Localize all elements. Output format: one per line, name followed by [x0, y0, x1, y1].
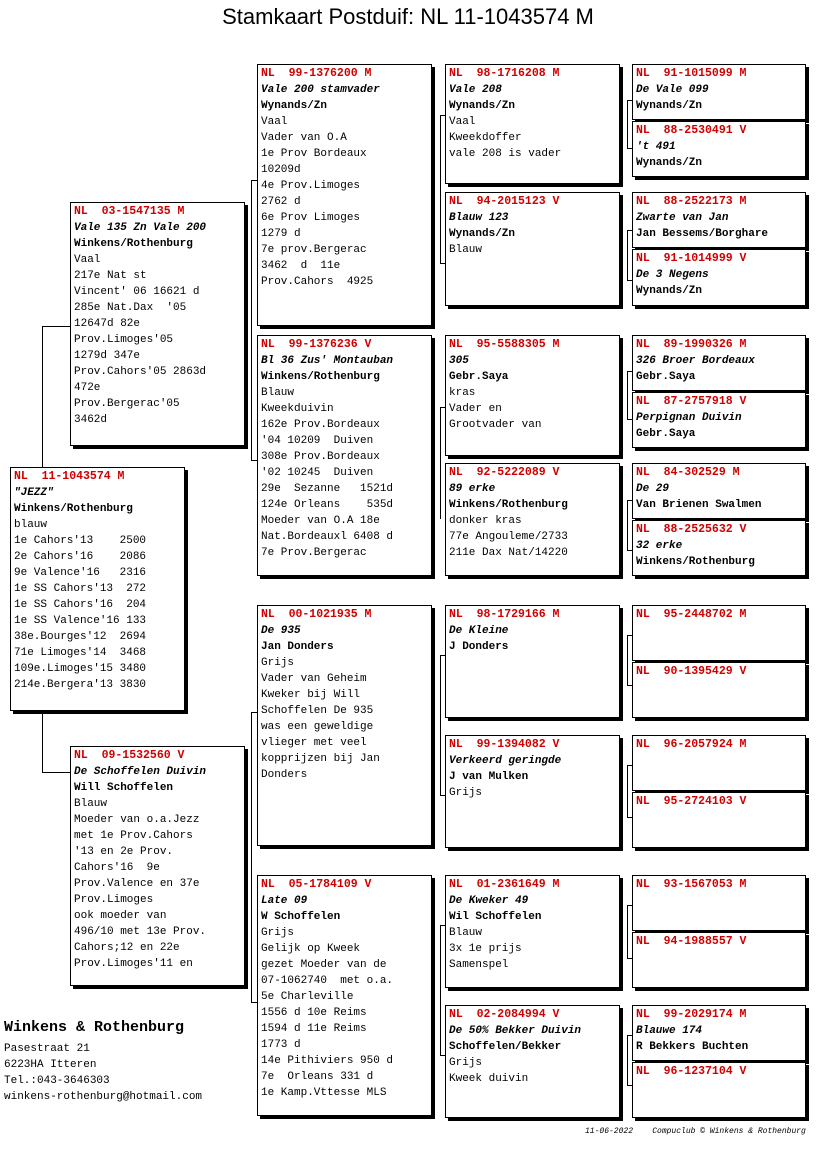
pigeon-info-line: 71e Limoges'14 3468	[14, 647, 147, 659]
pigeon-name: 32 erke	[636, 540, 683, 552]
pigeon-info-line: 1556 d 10e Reims	[261, 1007, 367, 1019]
pigeon-info-line: Kweekdoffer	[449, 132, 522, 144]
pigeon-info-line: 472e	[74, 382, 101, 394]
pigeon-info-line: 285e Nat.Dax '05	[74, 302, 187, 314]
pigeon-name: De Schoffelen Duivin	[74, 766, 207, 778]
pigeon-card-ssss[interactable]	[632, 64, 806, 120]
pigeon-info-line: 12647d 82e	[74, 318, 141, 330]
pigeon-info-line: 109e.Limoges'15 3480	[14, 663, 147, 675]
ring-number: NL 96-1237104 V	[636, 1065, 747, 1078]
connector-line	[42, 772, 70, 773]
breeder-phone: Tel.:043-3646303	[4, 1075, 110, 1087]
pigeon-info-line: 1279d 347e	[74, 350, 141, 362]
connector-line	[251, 326, 252, 460]
pigeon-owner: Wynands/Zn	[636, 157, 703, 169]
connector-line	[251, 862, 252, 1002]
pigeon-name: 326 Broer Bordeaux	[636, 355, 755, 367]
pigeon-card-sire[interactable]	[70, 202, 245, 446]
footer-credit: Compuclub © Winkens & Rothenburg	[652, 1127, 806, 1136]
pigeon-card-ds[interactable]	[257, 605, 432, 846]
pigeon-info-line: Grijs	[449, 1057, 483, 1069]
connector-line	[440, 925, 441, 1055]
pigeon-info-line: 07-1062740 met o.a.	[261, 975, 394, 987]
pigeon-card-ddd[interactable]	[445, 1005, 620, 1118]
pigeon-card-dsds[interactable]	[632, 735, 806, 791]
pigeon-info-line: Moeder van o.a.Jezz	[74, 814, 200, 826]
pigeon-info-line: 7e prov.Bergerac	[261, 244, 367, 256]
pigeon-card-dsdd[interactable]	[632, 792, 806, 848]
connector-line	[627, 500, 628, 550]
pigeon-info-line: 10209d	[261, 164, 301, 176]
ring-number: NL 02-2084994 V	[449, 1008, 560, 1021]
pigeon-info-line: Vincent' 06 16621 d	[74, 286, 200, 298]
pigeon-name: De 935	[261, 625, 301, 637]
pigeon-card-ddds[interactable]	[632, 1005, 806, 1061]
connector-line	[42, 326, 70, 327]
pigeon-card-sdss[interactable]	[632, 335, 806, 391]
pigeon-card-ddsd[interactable]	[632, 932, 806, 988]
pigeon-info-line: 29e Sezanne 1521d	[261, 483, 394, 495]
pigeon-info-line: 2e Cahors'16 2086	[14, 551, 147, 563]
pigeon-info-line: Vaal	[449, 116, 476, 128]
pigeon-owner: Winkens/Rothenburg	[14, 503, 133, 515]
connector-line	[251, 180, 252, 326]
pigeon-info-line: 1773 d	[261, 1039, 301, 1051]
ring-number: NL 98-1729166 M	[449, 608, 560, 621]
pigeon-info-line: 162e Prov.Bordeaux	[261, 419, 380, 431]
pigeon-card-ssdd[interactable]	[632, 249, 806, 306]
pigeon-name: 305	[449, 355, 469, 367]
pigeon-info-line: 124e Orleans 535d	[261, 499, 394, 511]
pigeon-info-line: 77e Angouleme/2733	[449, 531, 568, 543]
ring-number: NL 01-2361649 M	[449, 878, 560, 891]
pigeon-info-line: 6e Prov Limoges	[261, 212, 361, 224]
pigeon-info-line: 1594 d 11e Reims	[261, 1023, 367, 1035]
pigeon-info-line: 1e Kamp.Vttesse MLS	[261, 1087, 387, 1099]
pigeon-info-line: 1e SS Cahors'16 204	[14, 599, 147, 611]
pigeon-owner: Gebr.Saya	[636, 428, 696, 440]
pigeon-info-line: Prov.Limoges'11 en	[74, 958, 193, 970]
ring-number: NL 92-5222089 V	[449, 466, 560, 479]
pigeon-info-line: 3462d	[74, 414, 108, 426]
breeder-name: Winkens & Rothenburg	[4, 1019, 185, 1036]
connector-line	[627, 635, 628, 685]
pigeon-owner: Winkens/Rothenburg	[261, 371, 380, 383]
pigeon-owner: Wynands/Zn	[636, 285, 703, 297]
connector-line	[42, 712, 43, 772]
pigeon-owner: Winkens/Rothenburg	[74, 238, 193, 250]
ring-number: NL 99-1394082 V	[449, 738, 560, 751]
pigeon-owner: Winkens/Rothenburg	[449, 499, 568, 511]
pigeon-info-line: 2762 d	[261, 196, 301, 208]
pigeon-card-dsss[interactable]	[632, 605, 806, 661]
pigeon-info-line: Blauw	[74, 798, 108, 810]
ring-number: NL 05-1784109 V	[261, 878, 372, 891]
connector-line	[42, 326, 43, 468]
ring-number: NL 88-2525632 V	[636, 523, 747, 536]
pigeon-name: Verkeerd geringde	[449, 755, 562, 767]
pigeon-name: Blauw 123	[449, 212, 509, 224]
pigeon-info-line: Vader van Geheim	[261, 673, 367, 685]
pigeon-info-line: 9e Valence'16 2316	[14, 567, 147, 579]
pigeon-card-dam[interactable]	[70, 746, 245, 986]
ring-number: NL 99-1376236 V	[261, 338, 372, 351]
pigeon-info-line: Blauw	[449, 244, 483, 256]
connector-line	[440, 655, 441, 795]
pigeon-info-line: Vader en	[449, 403, 502, 415]
pigeon-card-sssd[interactable]	[632, 121, 806, 177]
pigeon-info-line: Blauw	[261, 387, 295, 399]
pigeon-card-dd[interactable]	[257, 875, 432, 1116]
ring-number: NL 88-2522173 M	[636, 195, 747, 208]
pigeon-owner: Wil Schoffelen	[449, 911, 542, 923]
pigeon-info-line: gezet Moeder van de	[261, 959, 387, 971]
pigeon-card-dsd[interactable]	[445, 735, 620, 848]
pigeon-info-line: kras	[449, 387, 476, 399]
pigeon-card-ddss[interactable]	[632, 875, 806, 931]
pigeon-info-line: Grijs	[261, 927, 295, 939]
ring-number: NL 99-1376200 M	[261, 67, 372, 80]
pigeon-info-line: Vaal	[261, 116, 288, 128]
pigeon-name: De Kweker 49	[449, 895, 529, 907]
ring-number: NL 89-1990326 M	[636, 338, 747, 351]
pigeon-name: De 29	[636, 483, 670, 495]
ring-number: NL 11-1043574 M	[14, 470, 125, 483]
pigeon-name: Vale 208	[449, 84, 502, 96]
pigeon-card-dss[interactable]	[445, 605, 620, 718]
pigeon-info-line: Prov.Limoges'05	[74, 334, 174, 346]
pigeon-info-line: kopprijzen bij Jan	[261, 753, 380, 765]
ring-number: NL 95-2724103 V	[636, 795, 747, 808]
ring-number: NL 95-5588305 M	[449, 338, 560, 351]
pigeon-info-line: '02 10245 Duiven	[261, 467, 374, 479]
pigeon-owner: J Donders	[449, 641, 509, 653]
pigeon-info-line: '13 en 2e Prov.	[74, 846, 174, 858]
pigeon-info-line: 38e.Bourges'12 2694	[14, 631, 147, 643]
pigeon-card-sdds[interactable]	[632, 463, 806, 519]
ring-number: NL 03-1547135 M	[74, 205, 185, 218]
pigeon-info-line: ook moeder van	[74, 910, 167, 922]
breeder-city: 6223HA Itteren	[4, 1059, 97, 1071]
pigeon-owner: Wynands/Zn	[449, 100, 516, 112]
pigeon-info-line: 1e SS Cahors'13 272	[14, 583, 147, 595]
ring-number: NL 96-2057924 M	[636, 738, 747, 751]
pigeon-name: De 3 Negens	[636, 269, 709, 281]
pigeon-owner: Will Schoffelen	[74, 782, 174, 794]
pigeon-owner: J van Mulken	[449, 771, 529, 783]
pigeon-info-line: was een geweldige	[261, 721, 374, 733]
connector-line	[440, 407, 441, 518]
pigeon-name: Vale 200 stamvader	[261, 84, 380, 96]
pigeon-owner: Van Brienen Swalmen	[636, 499, 762, 511]
pigeon-name: Vale 135 Zn Vale 200	[74, 222, 207, 234]
connector-line	[627, 100, 628, 148]
pigeon-info-line: 7e Orleans 331 d	[261, 1071, 374, 1083]
footer-date: 11-06-2022	[585, 1127, 634, 1136]
connector-line	[440, 115, 441, 263]
pigeon-info-line: 3462 d 11e	[261, 260, 341, 272]
pigeon-owner: Winkens/Rothenburg	[636, 556, 755, 568]
pigeon-info-line: Cahors'16 9e	[74, 862, 160, 874]
pigeon-info-line: 308e Prov.Bordeaux	[261, 451, 380, 463]
pigeon-owner: Schoffelen/Bekker	[449, 1041, 562, 1053]
pigeon-info-line: vale 208 is vader	[449, 148, 562, 160]
pigeon-owner: W Schoffelen	[261, 911, 341, 923]
pigeon-name: Zwarte van Jan	[636, 212, 729, 224]
pigeon-card-sdsd[interactable]	[632, 392, 806, 448]
ring-number: NL 84-302529 M	[636, 466, 740, 479]
connector-line	[251, 712, 252, 862]
pigeon-info-line: Prov.Bergerac'05	[74, 398, 180, 410]
pigeon-info-line: 1279 d	[261, 228, 301, 240]
ring-number: NL 91-1015099 M	[636, 67, 747, 80]
pigeon-owner: Jan Donders	[261, 641, 334, 653]
pigeon-info-line: 3x 1e prijs	[449, 943, 522, 955]
pigeon-info-line: Kweekduivin	[261, 403, 334, 415]
pigeon-info-line: 14e Pithiviers 950 d	[261, 1055, 394, 1067]
pigeon-name: Blauwe 174	[636, 1025, 703, 1037]
pigeon-info-line: Prov.Limoges	[74, 894, 154, 906]
pigeon-info-line: Prov.Cahors'05 2863d	[74, 366, 207, 378]
ring-number: NL 88-2530491 V	[636, 124, 747, 137]
pigeon-info-line: Grootvader van	[449, 419, 542, 431]
ring-number: NL 98-1716208 M	[449, 67, 560, 80]
pigeon-info-line: Donders	[261, 769, 308, 781]
pigeon-info-line: Kweker bij Will	[261, 689, 361, 701]
ring-number: NL 94-2015123 V	[449, 195, 560, 208]
footer	[585, 1127, 806, 1136]
pigeon-info-line: Gelijk op Kweek	[261, 943, 361, 955]
pigeon-name: Bl 36 Zus' Montauban	[261, 355, 394, 367]
pigeon-info-line: 5e Charleville	[261, 991, 354, 1003]
pigeon-info-line: Samenspel	[449, 959, 509, 971]
pigeon-info-line: Grijs	[449, 787, 483, 799]
pigeon-name: De Vale 099	[636, 84, 709, 96]
ring-number: NL 94-1988557 V	[636, 935, 747, 948]
connector-line	[627, 1035, 628, 1085]
pigeon-info-line: 217e Nat st	[74, 270, 147, 282]
pigeon-card-sd[interactable]	[257, 335, 432, 576]
ring-number: NL 91-1014999 V	[636, 252, 747, 265]
pigeon-name: 89 erke	[449, 483, 496, 495]
pigeon-name: Perpignan Duivin	[636, 412, 742, 424]
connector-line	[627, 765, 628, 817]
pigeon-info-line: Kweek duivin	[449, 1073, 529, 1085]
page-title: Stamkaart Postduif: NL 11-1043574 M	[222, 4, 594, 29]
pigeon-info-line: Prov.Valence en 37e	[74, 878, 200, 890]
ring-number: NL 99-2029174 M	[636, 1008, 747, 1021]
pigeon-info-line: Vader van O.A	[261, 132, 347, 144]
pigeon-info-line: 1e Prov Bordeaux	[261, 148, 367, 160]
pigeon-info-line: blauw	[14, 519, 48, 531]
pigeon-card-dds[interactable]	[445, 875, 620, 988]
pigeon-info-line: 7e Prov.Bergerac	[261, 547, 367, 559]
connector-line	[627, 371, 628, 419]
breeder-email: winkens-rothenburg@hotmail.com	[4, 1091, 203, 1103]
pigeon-info-line: Schoffelen De 935	[261, 705, 374, 717]
pigeon-name: De 50% Bekker Duivin	[449, 1025, 582, 1037]
pigeon-info-line: 496/10 met 13e Prov.	[74, 926, 207, 938]
connector-line	[627, 905, 628, 958]
pigeon-card-sdd[interactable]	[445, 463, 620, 576]
pigeon-card-ss[interactable]	[257, 64, 432, 326]
breeder-address: Pasestraat 21	[4, 1043, 90, 1055]
pigeon-owner: Gebr.Saya	[636, 371, 696, 383]
connector-line	[440, 518, 441, 519]
pigeon-card-sss[interactable]	[445, 64, 620, 184]
pigeon-info-line: vlieger met veel	[261, 737, 367, 749]
pigeon-card-sds[interactable]	[445, 335, 620, 456]
pigeon-card-dssd[interactable]	[632, 662, 806, 718]
pigeon-info-line: Nat.Bordeauxl 6408 d	[261, 531, 394, 543]
pigeon-name: "JEZZ"	[14, 487, 54, 499]
connector-line	[627, 230, 628, 280]
ring-number: NL 90-1395429 V	[636, 665, 747, 678]
pigeon-info-line: met 1e Prov.Cahors	[74, 830, 193, 842]
ring-number: NL 93-1567053 M	[636, 878, 747, 891]
breeder-info	[4, 1018, 202, 1105]
pigeon-info-line: Moeder van O.A 18e	[261, 515, 380, 527]
pigeon-info-line: 214e.Bergera'13 3830	[14, 679, 147, 691]
ring-number: NL 95-2448702 M	[636, 608, 747, 621]
pigeon-info-line: Prov.Cahors 4925	[261, 276, 374, 288]
pigeon-owner: Wynands/Zn	[449, 228, 516, 240]
pigeon-info-line: 1e SS Valence'16 133	[14, 615, 147, 627]
pigeon-info-line: Vaal	[74, 254, 101, 266]
pigeon-info-line: 211e Dax Nat/14220	[449, 547, 568, 559]
pigeon-card-ssd[interactable]	[445, 192, 620, 306]
ring-number: NL 09-1532560 V	[74, 749, 185, 762]
pigeon-owner: Wynands/Zn	[636, 100, 703, 112]
pigeon-card-sddd[interactable]	[632, 520, 806, 576]
pigeon-name: Late 09	[261, 895, 308, 907]
pigeon-info-line: 1e Cahors'13 2500	[14, 535, 147, 547]
pigeon-info-line: Blauw	[449, 927, 483, 939]
pigeon-owner: Gebr.Saya	[449, 371, 509, 383]
pigeon-card-ssds[interactable]	[632, 192, 806, 248]
pigeon-card-subject[interactable]	[10, 467, 185, 711]
pigeon-owner: R Bekkers Buchten	[636, 1041, 749, 1053]
pigeon-info-line: donker kras	[449, 515, 522, 527]
pigeon-owner: Wynands/Zn	[261, 100, 328, 112]
pigeon-name: De Kleine	[449, 625, 509, 637]
pigeon-info-line: Grijs	[261, 657, 295, 669]
pigeon-name: 't 491	[636, 141, 676, 153]
ring-number: NL 00-1021935 M	[261, 608, 372, 621]
pigeon-info-line: Cahors;12 en 22e	[74, 942, 180, 954]
pigeon-info-line: '04 10209 Duiven	[261, 435, 374, 447]
ring-number: NL 87-2757918 V	[636, 395, 747, 408]
pigeon-info-line: 4e Prov.Limoges	[261, 180, 361, 192]
pigeon-card-dddd[interactable]	[632, 1062, 806, 1118]
pigeon-owner: Jan Bessems/Borghare	[636, 228, 769, 240]
